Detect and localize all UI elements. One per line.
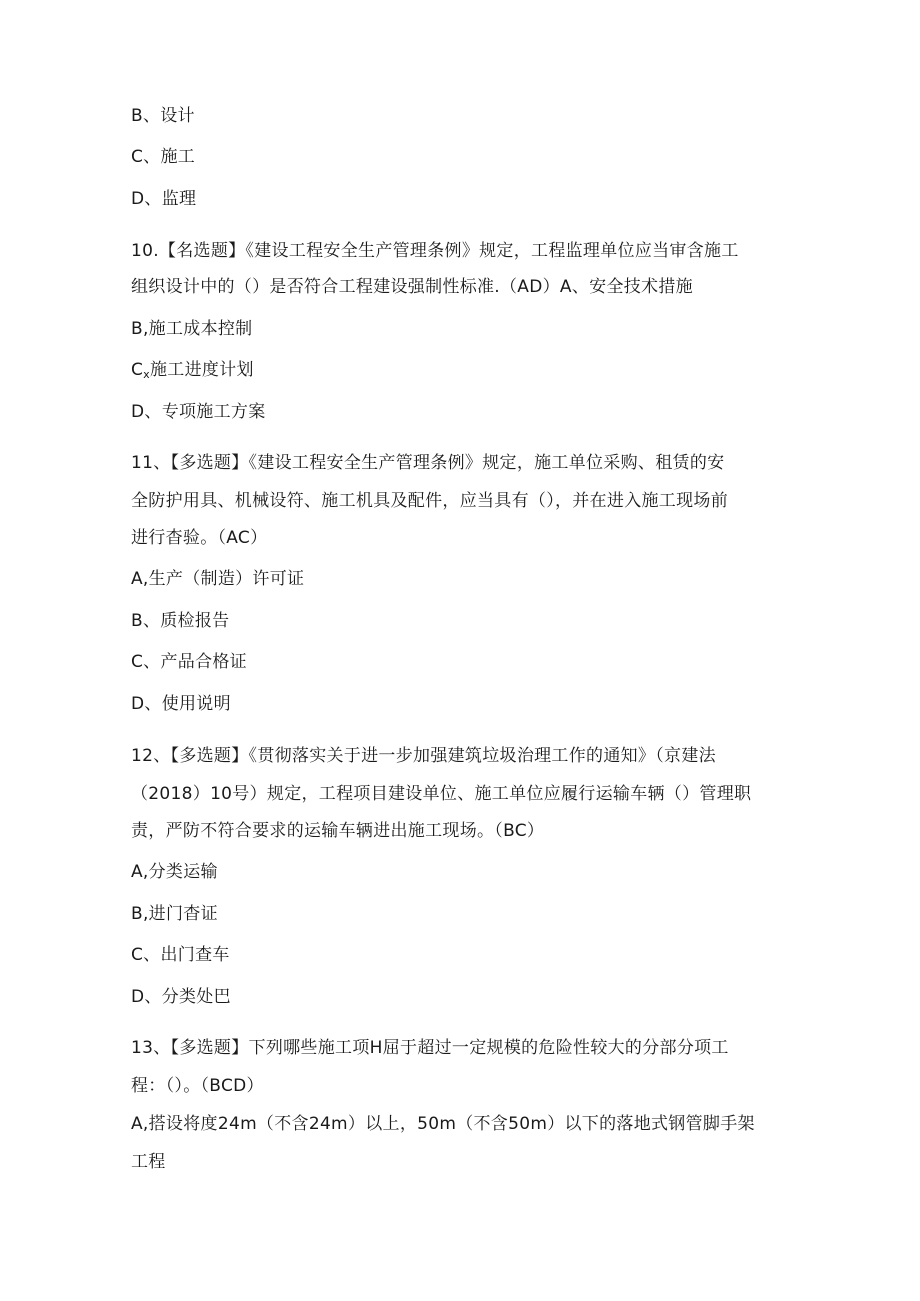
option-line: C、施工 <box>131 147 196 167</box>
question-10-line: 组织设计中的（）是否符合工程建设强制性标准.（AD）A、安全技术措施 <box>131 277 693 297</box>
question-13-line: 程：（）。（BCD） <box>131 1076 264 1096</box>
question-12-line: 12、【多选题】《贯彻落实关于进一步加强建筑垃圾治理工作的通知》（京建法 <box>131 746 716 766</box>
option-line: D、分类处巴 <box>131 987 231 1007</box>
option-subscript: x <box>143 368 150 381</box>
option-line: A,生产（制造）许可证 <box>131 569 305 589</box>
option-line: D、专项施工方案 <box>131 402 266 422</box>
option-line: C、出门查车 <box>131 945 230 965</box>
question-13-line: 13、【多选题】下列哪些施工项H屈于超过一定规模的危险性较大的分部分项工 <box>131 1038 729 1058</box>
option-line: 工程 <box>131 1152 166 1172</box>
option-line: D、监理 <box>131 189 197 209</box>
option-line: B、设计 <box>131 106 195 126</box>
option-line: A,分类运输 <box>131 862 218 882</box>
option-line: D、使用说明 <box>131 694 231 714</box>
question-11-line: 11、【多选题】《建设工程安全生产管理条例》规定，施工单位采购、租赁的安 <box>131 453 725 473</box>
question-11-line: 全防护用具、机械设符、施工机具及配件，应当具有（），并在进入施工现场前 <box>131 491 728 511</box>
question-12-line: 责，严防不符合要求的运输车辆进出施工现场。（BC） <box>131 821 545 841</box>
option-line: A,搭设将度24m（不含24m）以上，50m（不含50m）以下的落地式钢管脚手架 <box>131 1114 755 1134</box>
question-12-line: （2018）10号）规定，工程项目建设单位、施工单位应履行运输车辆（）管理职 <box>131 784 752 804</box>
option-line: B,施工成本控制 <box>131 319 253 339</box>
option-text: 施工进度计划 <box>149 360 254 380</box>
question-11-line: 进行杳验。（AC） <box>131 528 268 548</box>
option-line <box>131 359 254 381</box>
option-line: B,进门杳证 <box>131 904 218 924</box>
question-10-line: 10.【名选题】《建设工程安全生产管理条例》规定，工程监理单位应当审含施工 <box>131 241 739 261</box>
option-line: C、产品合格证 <box>131 652 247 672</box>
option-line: B、质检报告 <box>131 611 230 631</box>
option-letter: C <box>131 360 144 380</box>
